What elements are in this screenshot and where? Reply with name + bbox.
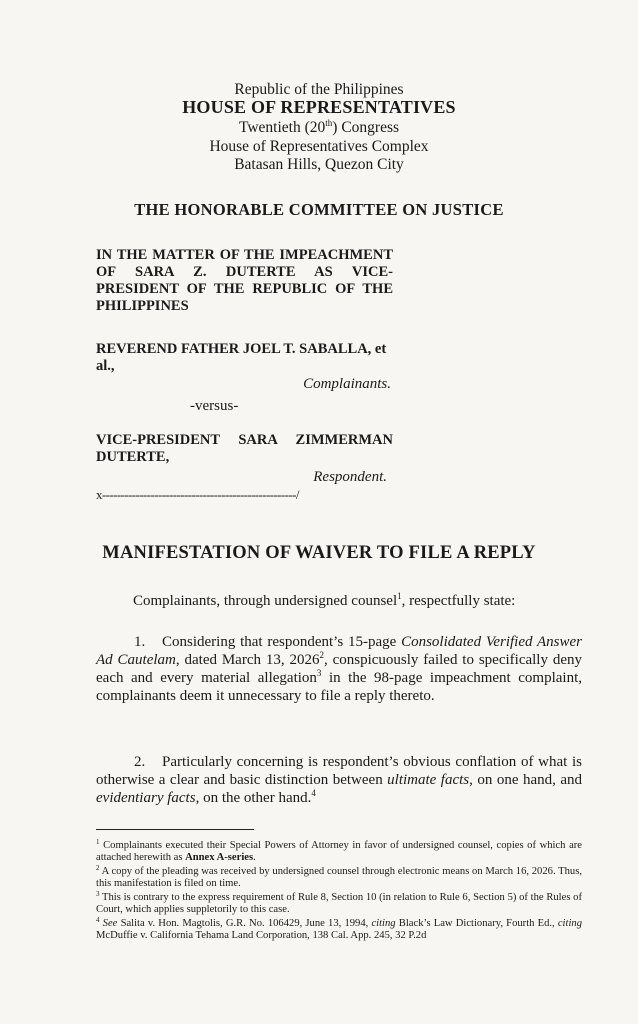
footnote-bold: Annex A-series — [185, 852, 254, 863]
footnote-number: 3 — [96, 890, 100, 898]
complainant-line-2: al., — [96, 358, 115, 374]
footnote-italic: citing — [371, 918, 396, 929]
footnote-italic: citing — [557, 918, 582, 929]
footnote-ref-1: 1 — [397, 591, 402, 601]
p1-text: in the 98-page impeachment complaint, complainants deem it unnecessary to file a reply thereto. — [96, 670, 582, 704]
footnote-2 — [96, 866, 582, 890]
matter-line-4: PHILIPPINES — [96, 298, 189, 314]
congress-text: Twentieth (20 — [238, 119, 326, 136]
footnote-4 — [96, 918, 582, 942]
matter-line-1: IN THE MATTER OF THE IMPEACHMENT — [96, 247, 393, 263]
footnote-text: A copy of the pleading was received by undersigned counsel through electronic means on March 16, 2026. Thus, this manifestation is filed on time. — [96, 866, 582, 889]
footnote-3 — [96, 892, 582, 916]
footnote-text: Salita v. Hon. Magtolis, G.R. No. 106429, June 13, 1994, — [117, 918, 372, 929]
complainants-label: Complainants. — [303, 376, 391, 392]
footnote-italic: See — [99, 918, 118, 929]
footnote-number: 2 — [96, 864, 100, 872]
footnote-text: Black’s Law Dictionary, Fourth Ed., — [395, 918, 558, 929]
p1-text: , dated March 13, 2026 — [175, 652, 320, 668]
intro-text: Complainants, through undersigned counsel — [133, 593, 398, 609]
respondent-line-1: VICE-PRESIDENT SARA ZIMMERMAN — [96, 432, 393, 448]
case-matter — [96, 247, 393, 315]
congress-text-end: ) Congress — [332, 119, 400, 136]
footnote-text: Complainants executed their Special Powers of Attorney in favor of undersigned counsel, copies of which are attached herewith as — [96, 840, 582, 863]
respondent-label: Respondent. — [313, 469, 387, 485]
document-title: MANIFESTATION OF WAIVER TO FILE A REPLY — [102, 543, 536, 563]
matter-line-2: OF SARA Z. DUTERTE AS VICE- — [96, 264, 393, 280]
intro-text-end: , respectfully state: — [401, 593, 516, 609]
footnote-number: 1 — [96, 838, 100, 846]
p1-italic: Consolidated Verified Answer Ad Cautelam — [96, 634, 582, 668]
committee-heading: THE HONORABLE COMMITTEE ON JUSTICE — [134, 200, 504, 219]
p2-italic: evidentiary facts — [96, 790, 196, 806]
p1-text: , conspicuously failed to specifically deny each and every material allegation — [96, 652, 582, 686]
footnote-text: McDuffie v. California Tehama Land Corporation, 138 Cal. App. 245, 32 P.2d — [96, 930, 427, 941]
header-address: Batasan Hills, Quezon City — [234, 156, 404, 173]
footnote-text: This is contrary to the express requirement of Rule 8, Section 10 (in relation to Rule 6, Section 5) of the Rules of Court, which applies suppletorily to this case. — [96, 892, 582, 915]
p2-italic: ultimate facts — [387, 772, 470, 788]
footnote-ref-2: 2 — [319, 650, 324, 660]
footnote-text: . — [253, 852, 256, 863]
header-house: HOUSE OF REPRESENTATIVES — [182, 97, 456, 117]
header-complex: House of Representatives Complex — [209, 138, 429, 155]
respondent-line-2: DUTERTE, — [96, 449, 170, 465]
respondent-name — [96, 432, 393, 466]
intro-paragraph — [133, 592, 593, 610]
header-congress — [0, 118, 638, 137]
matter-line-3: PRESIDENT OF THE REPUBLIC OF THE — [96, 281, 393, 297]
paragraph-number: 1. — [134, 634, 146, 650]
paragraph-number: 2. — [134, 754, 146, 770]
header-republic: Republic of the Philippines — [234, 81, 404, 98]
caption-closing-rule: x----------------------------------------------------/ — [96, 487, 299, 502]
footnote-number: 4 — [96, 916, 100, 924]
footnote-ref-4: 4 — [311, 788, 316, 798]
paragraph-2 — [96, 753, 582, 807]
p2-text: , on the other hand. — [195, 790, 312, 806]
footnote-1 — [96, 840, 582, 864]
complainant-line-1: REVEREND FATHER JOEL T. SABALLA, et — [96, 341, 387, 357]
congress-sup: th — [325, 118, 333, 128]
p1-text: Considering that respondent’s 15-page — [162, 634, 402, 650]
paragraph-1 — [96, 633, 582, 705]
versus-label: -versus- — [190, 398, 239, 414]
complainant-name — [96, 341, 393, 375]
footnote-ref-3: 3 — [316, 668, 322, 678]
p2-text: Particularly concerning is respondent’s obvious conflation of what is otherwise a clear and basic distinction between — [96, 754, 582, 788]
footnote-divider — [96, 829, 254, 830]
p2-text: , on one hand, and — [469, 772, 582, 788]
